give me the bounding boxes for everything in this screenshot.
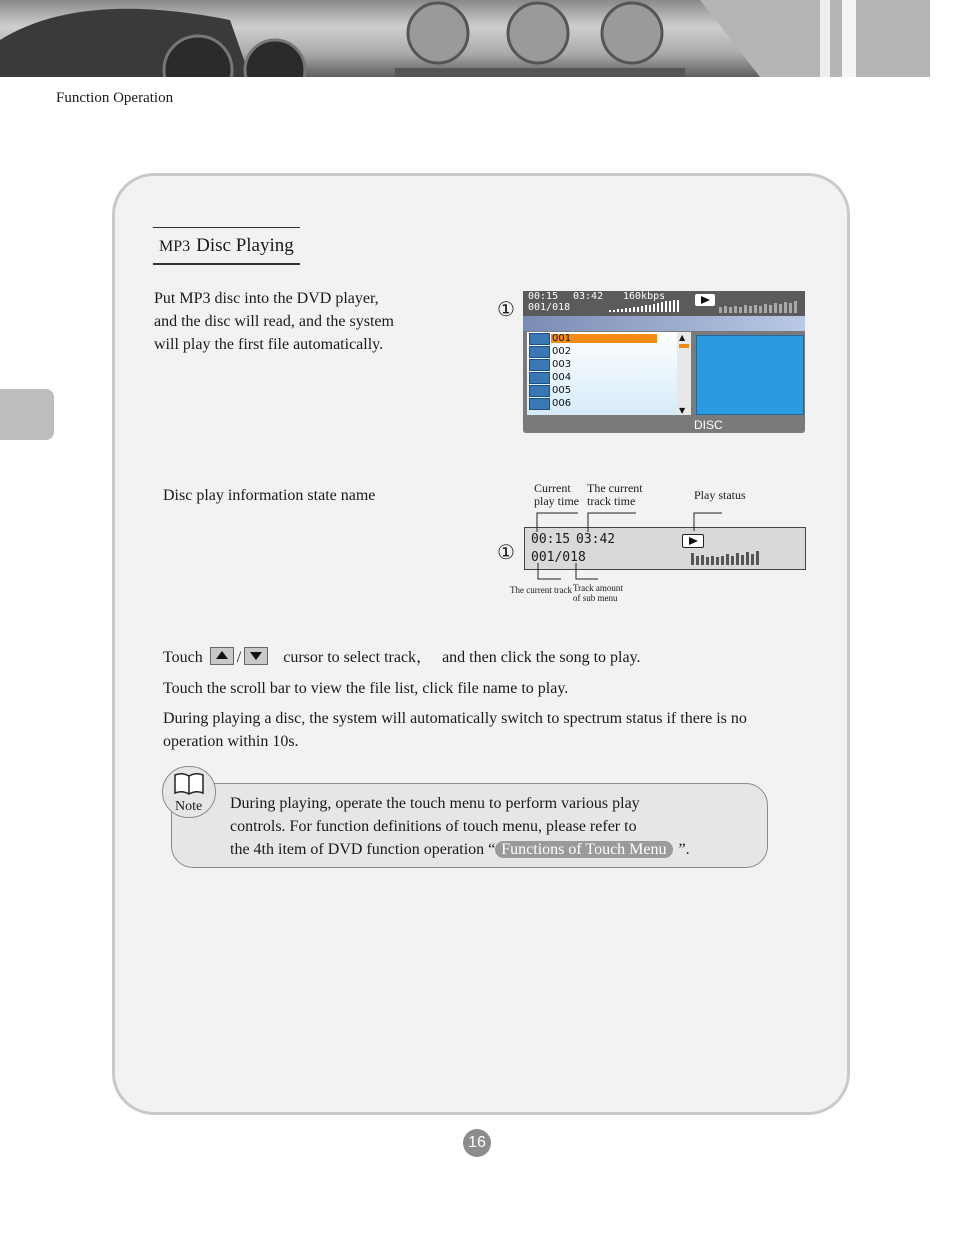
info-play-time: 00:15 bbox=[531, 532, 571, 547]
mp3-file-icon bbox=[529, 398, 550, 410]
label-current-play-time bbox=[534, 482, 579, 508]
status-bar bbox=[523, 291, 805, 316]
track-count: 001/018 bbox=[528, 302, 571, 313]
mp3-file-icon bbox=[529, 333, 550, 345]
file-list[interactable] bbox=[527, 332, 677, 415]
play-status-icon bbox=[682, 534, 704, 548]
preview-panel bbox=[696, 335, 804, 415]
play-time: 00:15 bbox=[528, 291, 559, 302]
click-text: and then click the song to play. bbox=[442, 649, 641, 666]
file-list-scrollbar[interactable] bbox=[677, 332, 691, 415]
arrow-up-icon bbox=[216, 651, 228, 659]
arrow-down-icon bbox=[250, 652, 262, 660]
file-list-item[interactable] bbox=[527, 345, 677, 358]
mp3-file-icon bbox=[529, 346, 550, 358]
info-screen bbox=[524, 527, 806, 570]
cursor-down-button[interactable] bbox=[244, 647, 268, 665]
file-list-item[interactable] bbox=[527, 397, 677, 410]
note-line: controls. For function definitions of touch menu, please refer to bbox=[230, 818, 637, 835]
label-line: Track amount bbox=[573, 583, 623, 593]
note-line-suffix: ”. bbox=[678, 841, 690, 858]
touch-word: Touch bbox=[163, 649, 203, 666]
label-play-status: Play status bbox=[694, 488, 746, 502]
header-banner-image bbox=[0, 0, 954, 77]
slash: / bbox=[236, 649, 242, 666]
section-title-mp3: MP3 bbox=[159, 238, 191, 255]
section-title bbox=[153, 227, 300, 265]
cursor-up-button[interactable] bbox=[210, 647, 234, 665]
intro-line: will play the first file automatically. bbox=[154, 336, 384, 353]
instruction-spectrum bbox=[163, 707, 813, 753]
bitrate: 160kbps bbox=[623, 291, 666, 302]
source-label: DISC bbox=[694, 418, 723, 432]
touch-menu-reference-link[interactable]: Functions of Touch Menu bbox=[495, 841, 672, 858]
scroll-down-icon[interactable]: ▼ bbox=[679, 406, 686, 415]
mp3-browser-screen bbox=[523, 291, 805, 433]
note-line: During playing, operate the touch menu to perform various play bbox=[230, 795, 640, 812]
label-track-amount bbox=[573, 583, 623, 603]
info-track-count: 001/018 bbox=[531, 550, 586, 565]
section-title-text: Disc Playing bbox=[196, 235, 294, 256]
page-number: 16 bbox=[463, 1129, 491, 1157]
header-band bbox=[523, 316, 805, 331]
file-list-item[interactable] bbox=[527, 358, 677, 371]
file-name: 001 bbox=[552, 333, 572, 344]
callout-marker: ① bbox=[497, 297, 515, 321]
label-line: track time bbox=[587, 494, 636, 508]
note-line-prefix: the 4th item of DVD function operation “ bbox=[230, 841, 496, 858]
level-meter-icon bbox=[609, 299, 683, 313]
file-name: 002 bbox=[552, 346, 572, 357]
mp3-file-icon bbox=[529, 359, 550, 371]
file-name: 003 bbox=[552, 359, 572, 370]
file-list-item-selected[interactable] bbox=[527, 332, 677, 345]
track-time: 03:42 bbox=[573, 291, 604, 302]
intro-line: and the disc will read, and the system bbox=[154, 313, 394, 330]
side-tab-marker bbox=[0, 389, 54, 440]
file-list-item[interactable] bbox=[527, 371, 677, 384]
cursor-text: cursor to select track， bbox=[283, 649, 433, 666]
intro-line: Put MP3 disc into the DVD player, bbox=[154, 290, 379, 307]
mp3-file-icon bbox=[529, 385, 550, 397]
play-icon bbox=[695, 294, 715, 306]
note-line bbox=[230, 838, 760, 861]
label-line: play time bbox=[534, 494, 579, 508]
scroll-thumb[interactable] bbox=[679, 344, 689, 348]
label-line: of sub menu bbox=[573, 593, 618, 603]
scroll-up-icon[interactable]: ▲ bbox=[679, 333, 686, 342]
spectrum-icon bbox=[691, 550, 763, 565]
mp3-file-icon bbox=[529, 372, 550, 384]
paragraph-line: During playing a disc, the system will automatically switch to spectrum status if there is no bbox=[163, 710, 747, 727]
book-icon bbox=[173, 772, 205, 796]
info-track-time: 03:42 bbox=[576, 532, 616, 547]
spectrum-bar-icon bbox=[719, 301, 799, 313]
dashboard-photo bbox=[0, 0, 954, 77]
file-name: 005 bbox=[552, 385, 572, 396]
source-bar bbox=[523, 417, 805, 433]
file-name: 004 bbox=[552, 372, 572, 383]
info-diagram-title: Disc play information state name bbox=[163, 487, 376, 504]
instruction-scroll: Touch the scroll bar to view the file list, click file name to play. bbox=[163, 680, 569, 697]
note-label: Note bbox=[175, 799, 203, 814]
instruction-touch-cursor bbox=[163, 646, 641, 669]
label-line: The current bbox=[587, 481, 643, 495]
paragraph-line: operation within 10s. bbox=[163, 733, 299, 750]
label-line: Current bbox=[534, 481, 571, 495]
file-list-item[interactable] bbox=[527, 384, 677, 397]
label-current-track: The current track bbox=[510, 585, 572, 595]
note-text bbox=[230, 792, 760, 861]
callout-marker: ① bbox=[497, 540, 515, 564]
running-header: Function Operation bbox=[56, 90, 174, 106]
file-name: 006 bbox=[552, 398, 572, 409]
intro-paragraph bbox=[154, 287, 454, 356]
label-current-track-time bbox=[587, 482, 643, 508]
